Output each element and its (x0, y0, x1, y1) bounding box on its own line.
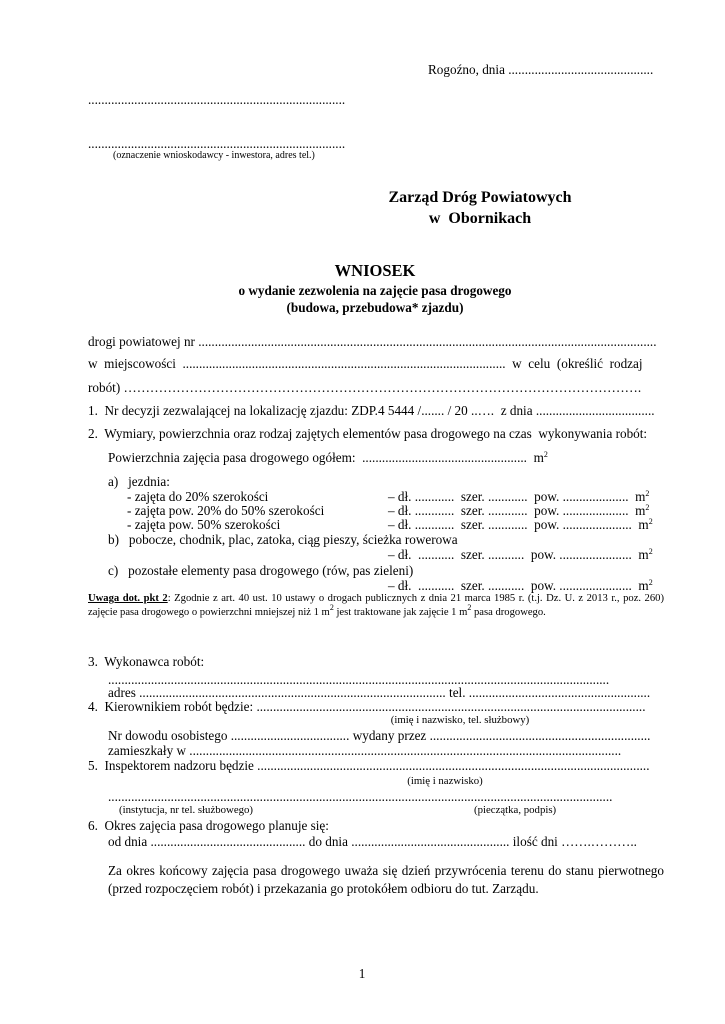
locality-field: w miejscowości .................................................................................................. w celu (określić rodzaj (88, 356, 643, 371)
a1-description: - zajęta do 20% szerokości (127, 489, 269, 504)
final-period-paragraph: Za okres końcowy zajęcia pasa drogowego uważa się dzień przywrócenia terenu do stanu pierwotnego (przed rozpoczęciem robót) i przekazania go protokółem odbioru do tut. Zarządu. (108, 863, 664, 896)
applicant-line-2: .............................................................................. (88, 136, 346, 151)
applicant-caption: (oznaczenie wnioskodawcy - inwestora, adres tel.) (113, 150, 315, 161)
section-6-label: 6. Okres zajęcia pasa drogowego planuje się: (88, 818, 329, 833)
applicant-line-1: .............................................................................. (88, 92, 346, 107)
id-card-field: Nr dowodu osobistego .................................... wydany przez ................................................................... (108, 728, 651, 743)
c-other-label: c) pozostałe elementy pasa drogowego (rów, pas zieleni) (108, 563, 414, 578)
occupation-dates: od dnia ............................................... do dnia ................................................ ilość dni …….……….. (108, 834, 637, 849)
a2-dimensions: – dł. ............ szer. ............ pow. .................... $m^2$ (388, 503, 650, 518)
item-1-decision: 1. Nr decyzji zezwalającej na lokalizację zjazdu: ZDP.4 5444 /....... / 20 ..…. z dnia .................................... (88, 403, 655, 418)
contractor-line: ........................................................................................................................................................ (108, 672, 610, 687)
item-2-dimensions: 2. Wymiary, powierzchnia oraz rodzaj zajętych elementów pasa drogowego na czas wykonywania robót: (88, 426, 648, 441)
total-area-field: Powierzchnia zajęcia pasa drogowego ogółem: .................................................. $m^2$ (108, 450, 548, 465)
inspector-line: ......................................................................................................................................................... (108, 789, 613, 804)
section-3-label: 3. Wykonawca robót: (88, 654, 205, 669)
a3-description: - zajęta pow. 50% szerokości (127, 517, 281, 532)
title-sub-1: o wydanie zezwolenia na zajęcie pasa drogowego (238, 283, 512, 298)
stamp-caption: (pieczątka, podpis) (474, 804, 557, 816)
section-5-label: 5. Inspektorem nadzoru będzie ....................................................................................................................... (88, 758, 650, 773)
institution-caption: (instytucja, nr tel. służbowego) (119, 804, 254, 816)
title-main: WNIOSEK (334, 261, 416, 280)
recipient-line-1: Zarząd Dróg Powiatowych (388, 189, 572, 206)
section-4-label: 4. Kierownikiem robót będzie: ...................................................................................................................... (88, 699, 646, 714)
title-sub-2: (budowa, przebudowa* zjazdu) (286, 300, 464, 315)
b-dimensions: – dł. ........... szer. ........... pow. ...................... $m^2$ (388, 547, 653, 562)
a2-description: - zajęta pow. 20% do 50% szerokości (127, 503, 325, 518)
c-dimensions: – dł. ........... szer. ........... pow. ...................... $m^2$ (388, 578, 653, 593)
page-number: 1 (358, 966, 366, 981)
road-number-field: drogi powiatowej nr ........................................................................................................................................... (88, 334, 657, 349)
note-paragraph: Uwaga dot. pkt 2: Zgodnie z art. 40 ust. 10 ustawy o drogach publicznych z dnia 21 marca 1985 r. (t.j. Dz. U. z 2013 r., poz. 260) zajęcie pasa drogowego o powierzchni mniejszej niż 1 $m^2$ jest traktowane jak zajęcie 1 $m^2$ pasa drogowego. (88, 593, 664, 618)
residence-field: zamieszkały w ................................................................................................................................... (108, 743, 622, 758)
section-4-caption: (imię i nazwisko, tel. służbowy) (390, 714, 530, 726)
a3-dimensions: – dł. ............ szer. ............ pow. ..................... $m^2$ (388, 517, 653, 532)
works-type-field: robót) ………………………………………………………………………………………………………. (88, 380, 642, 395)
a1-dimensions: – dł. ............ szer. ............ pow. .................... $m^2$ (388, 489, 650, 504)
a-roadway-label: a) jezdnia: (108, 474, 170, 489)
place-date-field: Rogoźno, dnia ............................................ (428, 62, 654, 77)
b-shoulder-label: b) pobocze, chodnik, plac, zatoka, ciąg pieszy, ścieżka rowerowa (108, 532, 458, 547)
contractor-address: adres ............................................................................................. tel. ....................................................... (108, 685, 651, 700)
recipient-line-2: w Obornikach (428, 210, 532, 227)
section-5-caption: (imię i nazwisko) (407, 775, 483, 787)
